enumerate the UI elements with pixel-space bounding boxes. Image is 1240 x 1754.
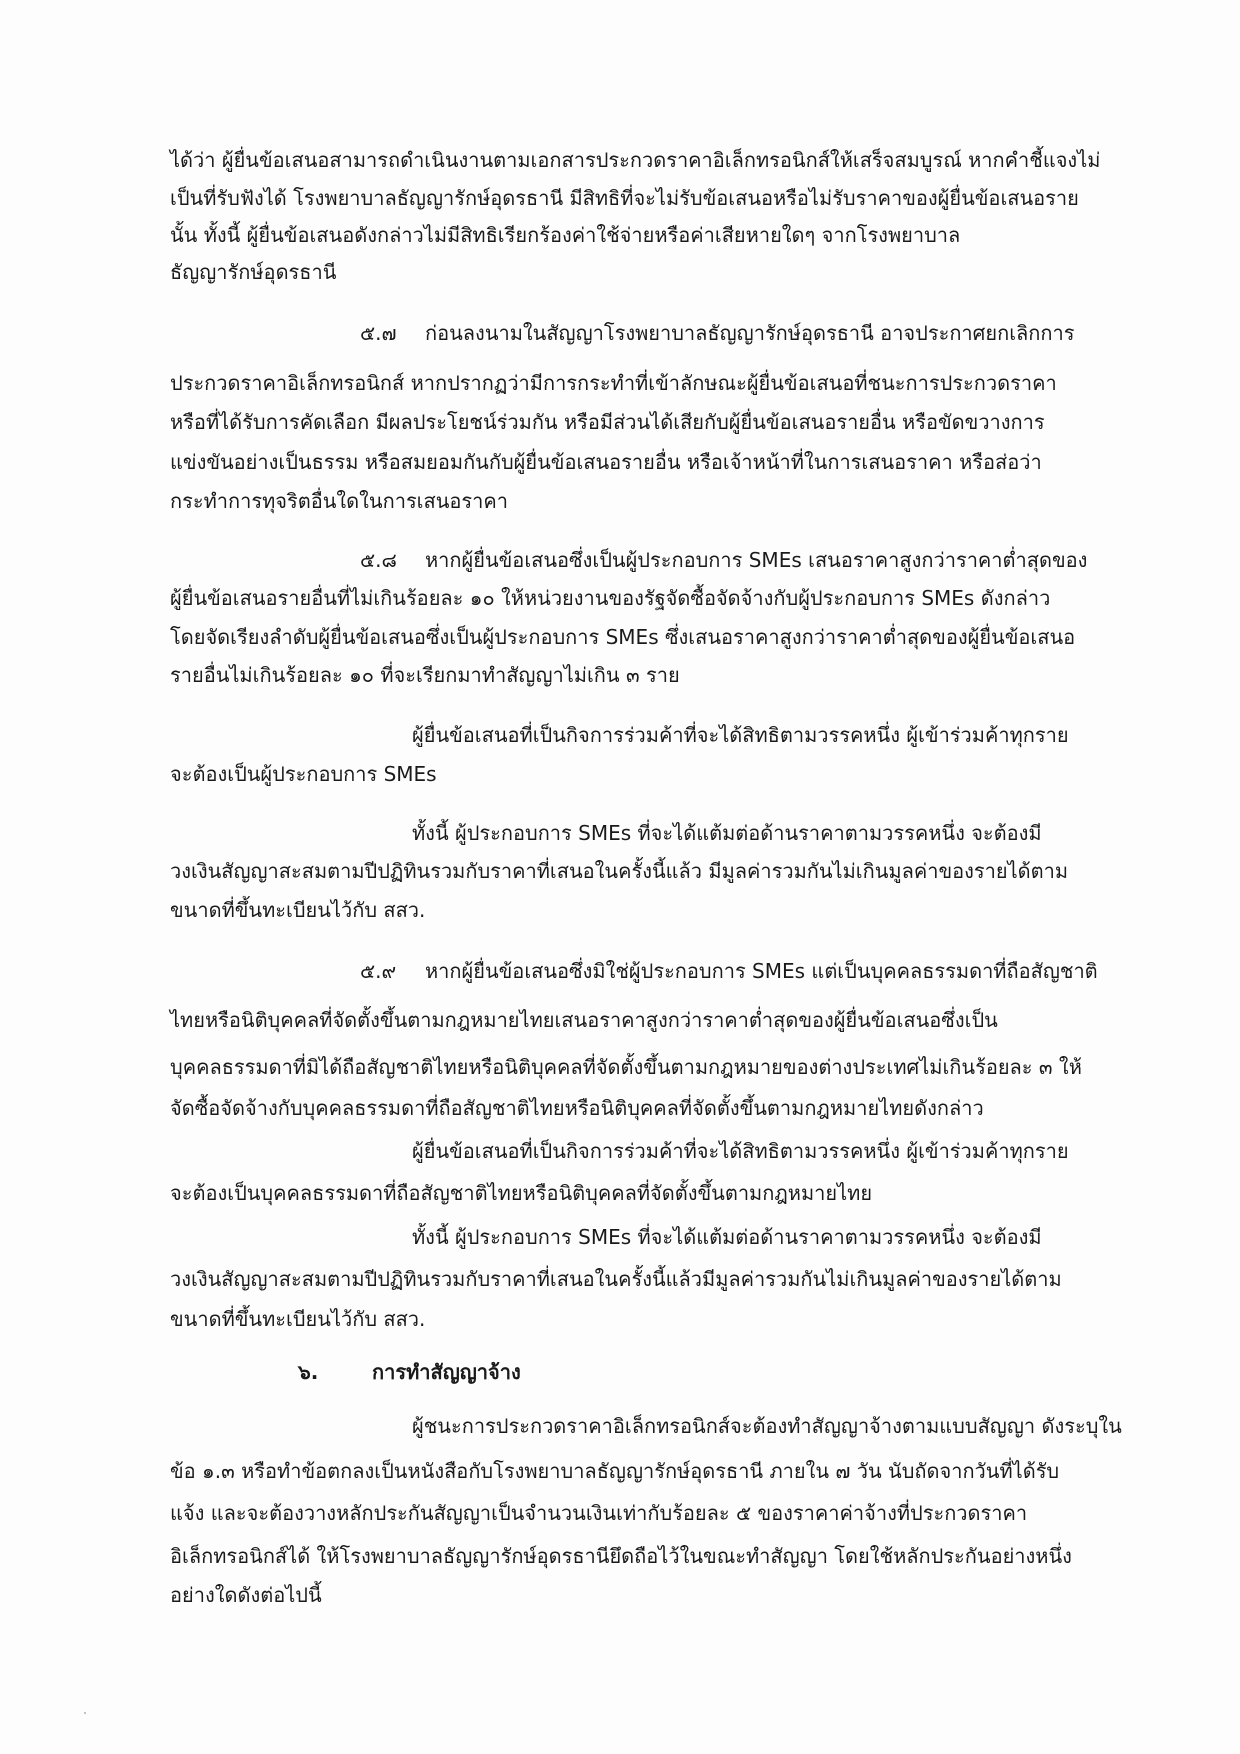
section-heading: การทำสัญญาจ้าง	[372, 1360, 521, 1384]
clause-text: หากผู้ยื่นข้อเสนอซึ่งมิใช่ผู้ประกอบการ SMEs แต่เป็นบุคคลธรรมดาที่ถือสัญชาติ	[425, 959, 1098, 983]
body-text-line: ได้ว่า ผู้ยื่นข้อเสนอสามารถดำเนินงานตามเอกสารประกวดราคาอิเล็กทรอนิกส์ให้เสร็จสมบูรณ์ หากคำชี้แจงไม่	[170, 148, 1101, 172]
body-text-line: ทั้งนี้ ผู้ประกอบการ SMEs ที่จะได้แต้มต่อด้านราคาตามวรรคหนึ่ง จะต้องมี	[412, 1225, 1042, 1249]
body-text-line: จัดซื้อจัดจ้างกับบุคคลธรรมดาที่ถือสัญชาติไทยหรือนิติบุคคลที่จัดตั้งขึ้นตามกฎหมายไทยดังกล่าว	[170, 1096, 984, 1120]
clause-text: หากผู้ยื่นข้อเสนอซึ่งเป็นผู้ประกอบการ SMEs เสนอราคาสูงกว่าราคาต่ำสุดของ	[425, 548, 1088, 572]
body-text-line: นั้น ทั้งนี้ ผู้ยื่นข้อเสนอดังกล่าวไม่มีสิทธิเรียกร้องค่าใช้จ่ายหรือค่าเสียหายใดๆ จากโรงพยาบาล	[170, 223, 961, 247]
clause-5-7	[360, 319, 1074, 347]
body-text-line: กระทำการทุจริตอื่นใดในการเสนอราคา	[170, 489, 508, 513]
body-text-line: รายอื่นไม่เกินร้อยละ ๑๐ ที่จะเรียกมาทำสัญญาไม่เกิน ๓ ราย	[170, 663, 680, 687]
body-text-line: จะต้องเป็นบุคคลธรรมดาที่ถือสัญชาติไทยหรือนิติบุคคลที่จัดตั้งขึ้นตามกฎหมายไทย	[170, 1181, 873, 1205]
body-text-line: ขนาดที่ขึ้นทะเบียนไว้กับ สสว.	[170, 898, 426, 922]
body-text-line: จะต้องเป็นผู้ประกอบการ SMEs	[170, 762, 437, 786]
body-text-line: แจ้ง และจะต้องวางหลักประกันสัญญาเป็นจำนวนเงินเท่ากับร้อยละ ๕ ของราคาค่าจ้างที่ประกวดราคา	[170, 1501, 1028, 1525]
body-text-line: แข่งขันอย่างเป็นธรรม หรือสมยอมกันกับผู้ยื่นข้อเสนอรายอื่น หรือเจ้าหน้าที่ในการเสนอราคา หรือส่อว่า	[170, 450, 1042, 474]
clause-number: ๕.๙	[360, 959, 397, 983]
body-text-line: ประกวดราคาอิเล็กทรอนิกส์ หากปรากฏว่ามีการกระทำที่เข้าลักษณะผู้ยื่นข้อเสนอที่ชนะการประกวดราคา	[170, 371, 1057, 395]
body-text-line: ผู้ชนะการประกวดราคาอิเล็กทรอนิกส์จะต้องทำสัญญาจ้างตามแบบสัญญา ดังระบุใน	[412, 1414, 1122, 1438]
clause-5-8	[360, 546, 1087, 574]
clause-number: ๕.๗	[360, 321, 397, 345]
body-text-line: ธัญญารักษ์อุดรธานี	[170, 260, 337, 284]
body-text-line: โดยจัดเรียงลำดับผู้ยื่นข้อเสนอซึ่งเป็นผู้ประกอบการ SMEs ซึ่งเสนอราคาสูงกว่าราคาต่ำสุดของผู้ยื่นข้อเสนอ	[170, 625, 1076, 649]
clause-text: ก่อนลงนามในสัญญาโรงพยาบาลธัญญารักษ์อุดรธานี อาจประกาศยกเลิกการ	[425, 321, 1075, 345]
section-number: ๖.	[298, 1360, 319, 1384]
body-text-line: บุคคลธรรมดาที่มิได้ถือสัญชาติไทยหรือนิติบุคคลที่จัดตั้งขึ้นตามกฎหมายของต่างประเทศไม่เกินร้อยละ ๓ ให้	[170, 1055, 1082, 1079]
body-text-line: หรือที่ได้รับการคัดเลือก มีผลประโยชน์ร่วมกัน หรือมีส่วนได้เสียกับผู้ยื่นข้อเสนอรายอื่น หรือขัดขวางการ	[170, 410, 1045, 434]
body-text-line: ผู้ยื่นข้อเสนอที่เป็นกิจการร่วมค้าที่จะได้สิทธิตามวรรคหนึ่ง ผู้เข้าร่วมค้าทุกราย	[412, 1139, 1069, 1163]
body-text-line: วงเงินสัญญาสะสมตามปีปฏิทินรวมกับราคาที่เสนอในครั้งนี้แล้ว มีมูลค่ารวมกันไม่เกินมูลค่าของรายได้ตาม	[170, 859, 1069, 883]
body-text-line: ข้อ ๑.๓ หรือทำข้อตกลงเป็นหนังสือกับโรงพยาบาลธัญญารักษ์อุดรธานี ภายใน ๗ วัน นับถัดจากวันที่ได้รับ	[170, 1459, 1060, 1483]
body-text-line: อิเล็กทรอนิกส์ได้ ให้โรงพยาบาลธัญญารักษ์อุดรธานียึดถือไว้ในขณะทำสัญญา โดยใช้หลักประกันอย่างหนึ่ง	[170, 1544, 1072, 1568]
body-text-line: ขนาดที่ขึ้นทะเบียนไว้กับ สสว.	[170, 1307, 426, 1331]
body-text-line: วงเงินสัญญาสะสมตามปีปฏิทินรวมกับราคาที่เสนอในครั้งนี้แล้วมีมูลค่ารวมกันไม่เกินมูลค่าของรายได้ตาม	[170, 1267, 1062, 1291]
body-text-line: ทั้งนี้ ผู้ประกอบการ SMEs ที่จะได้แต้มต่อด้านราคาตามวรรคหนึ่ง จะต้องมี	[412, 821, 1042, 845]
clause-number: ๕.๘	[360, 548, 397, 572]
body-text-line: ผู้ยื่นข้อเสนอที่เป็นกิจการร่วมค้าที่จะได้สิทธิตามวรรคหนึ่ง ผู้เข้าร่วมค้าทุกราย	[412, 723, 1069, 747]
body-text-line: เป็นที่รับฟังได้ โรงพยาบาลธัญญารักษ์อุดรธานี มีสิทธิที่จะไม่รับข้อเสนอหรือไม่รับราคาของผู้ยื่นข้อเสนอราย	[170, 186, 1079, 210]
body-text-line: อย่างใดดังต่อไปนี้	[170, 1583, 322, 1607]
clause-5-9	[360, 957, 1098, 985]
body-text-line: ไทยหรือนิติบุคคลที่จัดตั้งขึ้นตามกฎหมายไทยเสนอราคาสูงกว่าราคาต่ำสุดของผู้ยื่นข้อเสนอซึ่งเป็น	[170, 1008, 998, 1032]
body-text-line: ผู้ยื่นข้อเสนอรายอื่นที่ไม่เกินร้อยละ ๑๐ ให้หน่วยงานของรัฐจัดซื้อจัดจ้างกับผู้ประกอบการ SMEs ดังกล่าว	[170, 586, 1051, 610]
scan-speck	[84, 1712, 86, 1714]
